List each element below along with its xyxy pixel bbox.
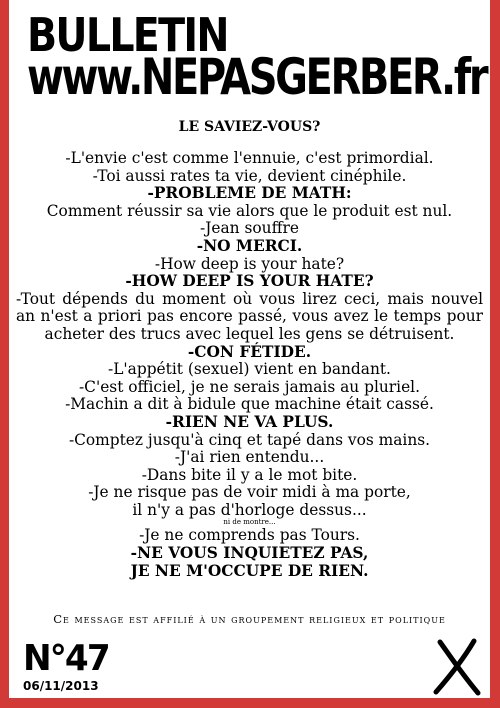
text-line: -Jean souffre xyxy=(200,219,299,238)
text-line: -Comptez jusqu'à cinq et tapé dans vos mains. xyxy=(68,430,431,449)
masthead-website: www.NEPASGERBER.fr xyxy=(27,48,487,106)
text-line: -How deep is your hate? xyxy=(154,254,345,273)
section-heading: -NO MERCI. xyxy=(196,236,303,255)
text-line: -Toi aussi rates ta vie, devient cinéphile. xyxy=(92,166,407,185)
text-line: -Je ne comprends pas Tours. xyxy=(139,526,360,545)
text-line: -L'envie c'est comme l'ennuie, c'est primordial. xyxy=(65,149,434,167)
masthead-bulletin: BULLETIN xyxy=(27,8,228,62)
text-line: -Je ne risque pas de voir midi à ma porte, xyxy=(88,483,411,502)
text-line: -L'appétit (sexuel) vient en bandant. xyxy=(108,360,391,379)
x-mark-icon xyxy=(432,638,482,696)
main-content xyxy=(9,118,490,580)
issue-number: N°47 xyxy=(23,638,109,679)
issue-date: 06/11/2013 xyxy=(23,679,99,693)
affiliation-note: Ce message est affilié à un groupement religieux et politique xyxy=(53,612,446,626)
section-heading: -PROBLEME DE MATH: xyxy=(147,184,352,203)
text-line: -J'ai rien entendu... xyxy=(174,448,325,467)
paragraph: -Tout dépends du moment où vous lirez ceci, mais nouvel an n'est a priori pas encore passé, vous avez le temps pour acheter des trucs avec lequel les gens se détruisent. xyxy=(16,289,483,343)
bulletin-page xyxy=(9,0,490,698)
text-line: -C'est officiel, je ne serais jamais au pluriel. xyxy=(78,377,420,396)
section-heading: -HOW DEEP IS YOUR HATE? xyxy=(125,272,374,291)
section-heading: -CON FÉTIDE. xyxy=(187,342,312,361)
small-note: ni de montre... xyxy=(223,518,276,527)
text-line: -Dans bite il y a le mot bite. xyxy=(141,465,358,484)
text-line: il n'y a pas d'horloge dessus... xyxy=(132,500,367,519)
section-heading: JE NE M'OCCUPE DE RIEN. xyxy=(130,561,369,580)
masthead xyxy=(9,0,490,110)
section-heading: -NE VOUS INQUIETEZ PAS, xyxy=(130,544,369,563)
section-heading: -RIEN NE VA PLUS. xyxy=(165,412,334,431)
text-line: Comment réussir sa vie alors que le produit est nul. xyxy=(46,201,453,220)
page-title: LE SAVIEZ-VOUS? xyxy=(178,119,321,135)
text-line: -Machin a dit à bidule que machine était cassé. xyxy=(65,395,434,414)
